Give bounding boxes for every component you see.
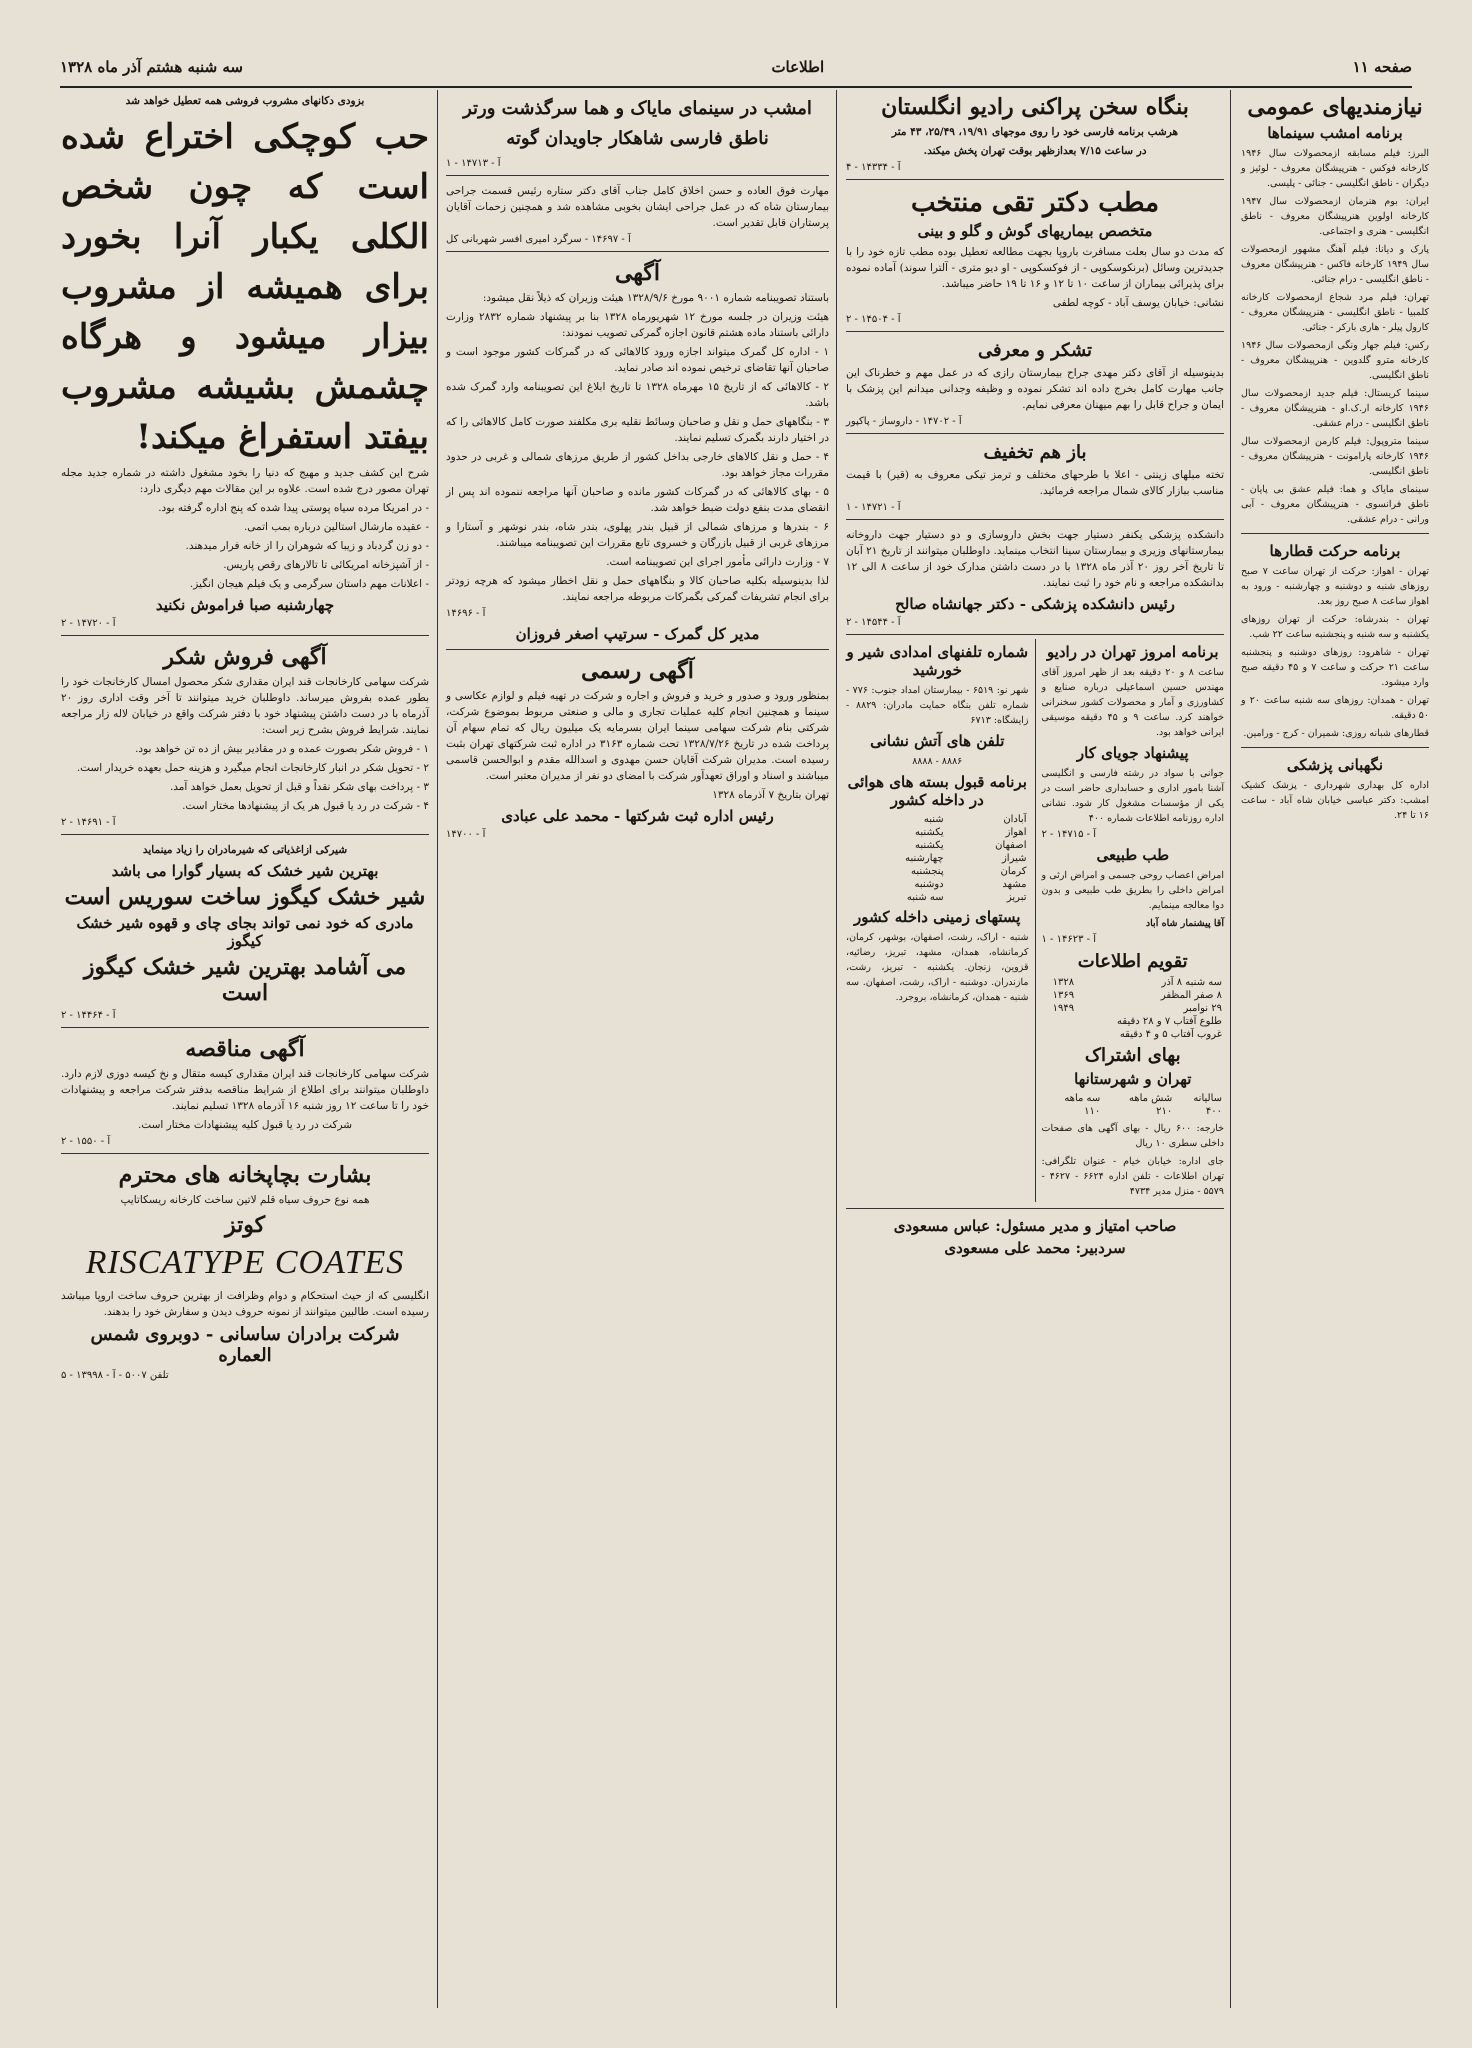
headline: حب کوچکی اختراع شده است که چون شخص الکلی یکبار آنرا بخورد برای همیشه از مشروب بیزار میشود و هرگاه چشمش بشیشه مشروب بیفتد استفراغ میکند! (61, 117, 429, 457)
train-item: تهران - اهواز: حرکت از تهران ساعت ۷ صبح روزهای شنبه و دوشنبه و چهارشنبه - ورود به اهواز ساعت ۸ صبح روز بعد. (1241, 566, 1429, 607)
sugar-text: شرکت سهامی کارخانجات قند ایران مقداری شکر محصول امسال کارخانجات خود را بطور عمده بفروش میرساند. داوطلبان خرید میتوانند تا آخر وقت اداری روز ۲۰ آذرماه با در دست داشتن پیشنهاد خود با دفتر شرکت واقع در خیابان لاله زار مراجعه نمایند. شرایط فروش بشرح زیر است: (61, 676, 429, 736)
ad-code: آ - ۱۴۷۲۱ - ۱ (846, 502, 901, 513)
table-cell: تبریز (1006, 892, 1027, 903)
land-mail-title: پستهای زمینی داخله کشور (854, 908, 1021, 926)
table-cell: سه ماهه (1064, 1093, 1101, 1104)
table-row (846, 852, 1029, 865)
table-cell: ۲۱۰ (1156, 1106, 1173, 1117)
notice-intro: باستناد تصویبنامه شماره ۹۰۰۱ مورخ ۱۳۲۸/۹/۶ هیئت وزیران که ذیلاً نقل میشود: (482, 292, 829, 304)
calendar-title: تقویم اطلاعات (1077, 951, 1188, 972)
table-cell: کرمان (1000, 866, 1027, 877)
ad-code: آ - ۱۴۶۹۶ (446, 608, 486, 619)
notice-item: ۳ - بنگاههای حمل و نقل و صاحبان وسائط نقلیه بری مکلفند صورت کامل کالاهائی را که در اختیار دارند بگمرک تسلیم نمایند. (446, 416, 829, 444)
cinema-item: تهران: فیلم مرد شجاع ازمحصولات کارخانه کلمبیا - ناطق انگلیسی - هنرپیشگان معروف - کارول پیلر - هاری بارکر - جنائی. (1241, 292, 1429, 333)
print-brand: کوتز (224, 1212, 266, 1238)
doctor-title: طب طبیعی (1096, 846, 1170, 864)
official-sign: رئیس اداره ثبت شرکتها - محمد علی عبادی (501, 807, 774, 825)
discount-title: باز هم تخفیف (983, 442, 1087, 463)
train-item: قطارهای شبانه روزی: شمیران - کرج - ورامین. (1243, 728, 1429, 739)
cinema-item: سینما کریستال: فیلم جدید ازمحصولات سال ۱۹۴۶ کارخانه ار.ک.او - هنرپیشگان معروف - ناطق انگلیسی - درام عشقی. (1241, 388, 1429, 429)
bbc-title: بنگاه سخن پراکنی رادیو انگلستان (881, 94, 1189, 120)
table-cell: دوشنبه (914, 879, 944, 890)
table-cell: مشهد (1002, 879, 1027, 890)
column-classifieds (1235, 90, 1435, 2008)
ad-code: تلفن ۵۰۰۷ - آ - ۱۳۹۹۸ - ۵ (61, 1370, 169, 1381)
milk-top: شیرکی ازاغذیاتی که شیرمادران را زیاد مینماید (142, 844, 348, 856)
story-item: - دو زن گردباد و زیبا که شوهران را از خانه فرار میدهند. (185, 540, 429, 552)
table-row (846, 891, 1029, 904)
ad-code: آ - ۱۴۷۰۲ - داروساز - پاکپور (846, 416, 962, 427)
table-row (846, 865, 1029, 878)
doctor-thanks-text: مهارت فوق العاده و حسن اخلاق کامل جناب آقای دکتر ستاره رئیس قسمت جراحی بیمارستان شاه که در عمل جراحی ایشان بخوبی مشاهده شد و همچنین زحمات آقایان پرستاران قابل تقدیر است. (446, 185, 829, 229)
tender-text: شرکت سهامی کارخانجات قند ایران مقداری کیسه متقال و نخ کیسه دوزی لازم دارد. داوطلبان میتوانند برای اطلاع از شرایط مناقصه بدفتر شرکت مراجعه و پیشنهادات خود را تا ساعت ۱۲ روز شنبه ۱۶ آذرماه ۱۳۲۸ تسلیم نمایند. (61, 1068, 429, 1112)
table-row (846, 839, 1029, 852)
thanks-text: بدینوسیله از آقای دکتر مهدی جراح بیمارستان رازی که در عمل مهم و خطرناک این جانب مهارت کامل بخرج داده اند تشکر نموده و وظیفه وجدانی میدانم این پزشک با ایمان و جراح قابل را بهم میهنان معرفی نمایم. (846, 367, 1224, 411)
clinic-title: مطب دکتر تقی منتخب (910, 188, 1160, 218)
table-cell: سه شنبه ۸ آذر (1161, 977, 1222, 988)
table-cell: ۱۳۶۹ (1052, 990, 1075, 1001)
print-title: بشارت بچاپخانه های محترم (118, 1162, 372, 1188)
table-cell: ۱۹۴۹ (1052, 1003, 1075, 1014)
notice-item: ۲ - کالاهائی که از تاریخ ۱۵ مهرماه ۱۳۲۸ تا تاریخ ابلاغ این تصویبنامه وارد گمرک شده باشد. (446, 381, 829, 409)
ad-code: آ - ۱۴۵۰۴ - ۲ (846, 314, 901, 325)
table-cell: اهواز (1005, 827, 1027, 838)
notice-item: ۴ - حمل و نقل کالاهای خارجی بداخل کشور از طریق مرزهای شمالی و غربی در حدود مقررات مجاز خواهد بود. (446, 451, 829, 479)
story-end: چهارشنبه صبا فراموش نکنید (155, 596, 335, 614)
fire-numbers: ۸۸۸۶ - ۸۸۸۸ (912, 756, 963, 767)
table-cell: یکشنبه (914, 827, 944, 838)
jobs-title: پیشنهاد جویای کار (1076, 744, 1189, 762)
paper-name: اطلاعات (771, 58, 825, 76)
clinic-address: نشانی: خیابان یوسف آباد - کوچه لطفی (1052, 297, 1224, 309)
ad-code: آ - ۱۴۷۱۳ - ۱ (446, 158, 501, 169)
table-row (1042, 976, 1225, 989)
column-features (55, 90, 435, 2008)
notice-item: ۵ - بهای کالاهائی که در گمرکات کشور مانده و صاحبان آنها مراجعه ننموده اند پس از انقضای مدت بنفع دولت ضبط خواهد شد. (446, 486, 829, 514)
medical-text: اداره کل بهداری شهرداری - پزشک کشیک امشب: دکتر عباسی خیابان شاه آباد - ساعت ۱۶ تا ۲۴. (1241, 780, 1429, 821)
cinema-item: البرز: فیلم مسابقه ازمحصولات سال ۱۹۴۶ کارخانه فوکس - هنرپیشگان معروف - لوئیز و دیگران - ناطق انگلیسی - جنائی - پلیسی. (1241, 148, 1429, 189)
cinema-item: پارک و دیانا: فیلم آهنگ مشهور ازمحصولات سال ۱۹۴۹ کارخانه فاکس - هنرپیشگان معروف - ناطق انگلیسی - درام جنائی. (1241, 244, 1429, 285)
school-sign: رئیس دانشکده پزشکی - دکتر جهانشاه صالح (895, 595, 1175, 613)
table-row (1042, 1028, 1225, 1041)
table-row (1042, 989, 1225, 1002)
ad-code: آ - ۱۴۷۰۰ (446, 829, 486, 840)
story-item: - در امریکا مرده سیاه پوستی پیدا شده که پنج اداره گرفته بود. (158, 502, 429, 514)
table-cell: اصفهان (995, 840, 1027, 851)
train-heading: برنامه حرکت قطارها (1269, 542, 1401, 560)
ad-code: آ - ۱۴۵۴۴ - ۲ (846, 617, 901, 628)
ad-code: آ - ۱۴۷۲۰ - ۲ (61, 618, 116, 629)
official-date: تهران بتاریخ ۷ آذرماه ۱۳۲۸ (712, 789, 829, 801)
sugar-item: ۲ - تحویل شکر در انبار کارخانجات انجام میگیرد و هزینه حمل بعهده خریدار است. (76, 762, 429, 774)
doctor-text: امراض اعصاب روحی جسمی و امراض ارثی و امراض داخلی را بطریق طب طبیعی و بدون دوا معالجه مینمایم. (1041, 870, 1224, 911)
page-number: صفحه ۱۱ (1352, 58, 1412, 76)
notice-item: ۷ - وزارت دارائی مأمور اجرای این تصویبنامه است. (606, 556, 829, 568)
table-row (846, 826, 1029, 839)
ad-code: آ - ۱۴۶۲۳ - ۱ (1041, 934, 1096, 945)
bbc-sub: هرشب برنامه فارسی خود را روی موجهای ۱۹/۹۱، ۲۵/۴۹، ۴۳ متر (891, 126, 1179, 138)
table-row (846, 878, 1029, 891)
sugar-item: ۱ - فروش شکر بصورت عمده و در مقادیر بیش از ده تن خواهد بود. (135, 743, 429, 755)
sub-column-rule (1035, 639, 1036, 1202)
editor-label: سردبیر: محمد علی مسعودی (944, 1239, 1126, 1257)
table-row (846, 813, 1029, 826)
subscription-sub: تهران و شهرستانها (1074, 1070, 1192, 1088)
table-cell: پنجشنبه (911, 866, 944, 877)
sugar-item: ۳ - پرداخت بهای شکر نقداً و قبل از تحویل بعمل خواهد آمد. (169, 781, 429, 793)
train-item: تهران - بندرشاه: حرکت از تهران روزهای یکشنبه و سه شنبه و پنجشنبه ساعت ۲۲ شب. (1241, 614, 1429, 640)
print-latin: RISCATYPE COATES (85, 1244, 405, 1281)
calendar-table (1042, 976, 1225, 1041)
story-item: - اعلانات مهم داستان سرگرمی و یک فیلم هیجان انگیز. (189, 578, 429, 590)
tender-end: شرکت در رد یا قبول کلیه پیشنهادات مختار است. (137, 1119, 353, 1131)
phones-text: شهر نو: ۶۵۱۹ - بیمارستان امداد جنوب: ۷۷۶ - شماره تلفن بنگاه حمایت مادران: ۸۸۲۹ - زایشگاه: ۶۷۱۳ (846, 685, 1029, 726)
notice-item: ۶ - بندرها و مرزهای شمالی از قبیل بندر پهلوی، بندر شاه، بندر نوشهر و آستارا و مرزهای غربی از قبیل بازرگان و خسروی تابع مقررات این تصویبنامه میباشند. (446, 521, 829, 549)
table-cell: شنبه (923, 814, 944, 825)
tender-title: آگهی مناقصه (185, 1036, 305, 1062)
table-cell: آبادان (1003, 814, 1027, 825)
story-text: شرح این کشف جدید و مهیج که دنیا را بخود مشغول داشته در شماره جدید مجله تهران مصور درج شده است. علاوه بر این مقالات مهم دیگری دارد: (61, 467, 429, 495)
table-cell (1042, 1015, 1077, 1028)
table-cell: طلوع آفتاب ۷ و ۲۸ دقیقه (1117, 1016, 1222, 1027)
table-cell (1042, 1028, 1077, 1041)
print-sub: همه نوع حروف سیاه قلم لاتین ساخت کارخانه ریسکاتایپ (120, 1194, 370, 1206)
milk-line: شیر خشک کیگوز ساخت سوریس است (64, 884, 426, 910)
medical-heading: نگهبانی پزشکی (1286, 756, 1384, 774)
jobs-text: جوانی با سواد در رشته فارسی و انگلیسی آشنا بامور اداری و حسابداری حاضر است در یکی از مؤسسات مشغول کار شود. نشانی اداره روزنامه اطلاعات شماره ۴۰۰ (1041, 768, 1224, 824)
table-cell: شیراز (1001, 853, 1027, 864)
notice-item: ۱ - اداره کل گمرک میتواند اجازه ورود کالاهائی که در گمرکات کشور موجود است و صاحبان آنها تقاضای ترخیص نموده اند صادر نماید. (446, 346, 829, 374)
ad-code: آ - ۱۴۳۳۴ - ۴ (846, 162, 901, 173)
cinema-title: امشب در سینمای مایاک و هما سرگذشت ورتر ناطق فارسی شاهکار جاویدان گوته (463, 98, 812, 149)
subscription-note: خارجه: ۶۰۰ ریال - بهای آگهی های صفحات داخلی سطری ۱۰ ریال (1041, 1123, 1224, 1149)
subscription-table (1042, 1092, 1225, 1118)
sugar-title: آگهی فروش شکر (163, 644, 327, 670)
cinema-item: رکس: فیلم جهار ونگی ازمحصولات سال ۱۹۴۶ کارخانه مترو گلدوین - هنرپیشگان معروف - ناطق انگلیسی. (1241, 340, 1429, 381)
ad-code: آ - ۱۵۵۰ - ۲ (61, 1136, 111, 1147)
train-item: تهران - شاهرود: روزهای دوشنبه و پنجشنبه ساعت ۲۱ حرکت و ساعت ۷ و ۴۵ دقیقه صبح وارد میشود. (1241, 647, 1429, 688)
cinema-item: سینما متروپول: فیلم کارمن ازمحصولات سال ۱۹۴۶ کارخانه پارامونت - هنرپیشگان معروف - ناطق انگلیسی. (1241, 436, 1429, 477)
column-ads (840, 90, 1230, 2008)
fire-title: تلفن های آتش نشانی (870, 732, 1005, 750)
milk-line: بهترین شیر خشک که بسیار گوارا می باشد (111, 862, 379, 880)
table-cell: غروب آفتاب ۵ و ۴ دقیقه (1119, 1029, 1222, 1040)
notice-title: آگهی (614, 260, 661, 286)
milk-line: مادری که خود نمی تواند بجای چای و قهوه شیر خشک کیگوز (76, 914, 414, 950)
masthead (60, 54, 1412, 88)
print-text: انگلیسی که از حیث استحکام و دوام وظرافت از بهترین حروف ساخت اروپا میباشد رسیده است. طالبین میتوانند از نمونه حروف دیدن و سفارش خود را بدهند. (61, 1290, 429, 1318)
ad-code: آ - ۱۴۴۶۴ - ۲ (61, 1010, 116, 1021)
table-cell: ۱۳۲۸ (1052, 977, 1075, 988)
official-title: آگهی رسمی (581, 658, 694, 684)
column-rule (437, 90, 438, 2008)
mail-table (846, 813, 1029, 904)
office-text: جای اداره: خیابان خیام - عنوان تلگرافی: تهران اطلاعات - تلفن اداره ۶۶۲۴ - ۴۶۲۷ - ۵۵۷۹ - منزل مدیر ۴۷۳۴ (1041, 1156, 1225, 1197)
top-line: بزودی دکانهای مشروب فروشی همه تعطیل خواهد شد (125, 95, 365, 107)
column-notices (440, 90, 835, 2008)
bbc-time: در ساعت ۷/۱۵ بعدازظهر بوقت تهران پخش میکند. (923, 145, 1147, 157)
thanks-title: تشکر و معرفی (977, 340, 1093, 361)
sugar-item: ۴ - شرکت در رد یا قبول هر یک از پیشنهادها مختار است. (182, 800, 429, 812)
cinema-item: سینمای مایاک و هما: فیلم عشق بی پایان - ناطق فرانسوی - هنرپیشگان معروف - آبی ورانی - درام عشقی. (1241, 484, 1429, 525)
radio-text: ساعت ۸ و ۲۰ دقیقه بعد از ظهر امروز آقای مهندس حسین اسماعیلی درباره صنایع و کشاورزی و آمار و محصولات کشور سخنرانی خواهند کرد. ساعت ۹ و ۴۵ دقیقه موسیقی ایرانی خواهد بود. (1041, 667, 1224, 738)
phones-title: شماره تلفنهای امدادی شیر و خورشید (846, 643, 1029, 679)
notice-sign: مدیر کل گمرک - سرتیپ اصغر فروزان (515, 625, 760, 643)
ad-code: آ - ۱۴۷۱۵ - ۲ (1041, 829, 1096, 840)
column-rule (836, 90, 837, 2008)
cinema-heading: برنامه امشب سینماها (1267, 124, 1403, 142)
table-row (1042, 1002, 1225, 1015)
train-item: تهران - همدان: روزهای سه شنبه ساعت ۲۰ و ۵۰ دقیقه. (1241, 695, 1429, 721)
table-cell: چهارشنبه (905, 853, 944, 864)
table-row (1042, 1092, 1225, 1105)
table-cell: شش ماهه (1128, 1093, 1173, 1104)
milk-line: می آشامد بهترین شیر خشک کیگوز است (83, 954, 407, 1006)
clinic-text: که مدت دو سال بعلت مسافرت باروپا بجهت مطالعه تعطیل بوده مطب تازه خود را با جدیدترین وسائل (برنکوسکوپی - از فوکسکوپی - او دیو متری - آلترا سوند) آماده نموده برای پذیرائی بیماران از ساعت ۱۰ تا ۱۲ و ۱۶ تا ۱۹ حاضر میباشد. (846, 246, 1224, 290)
table-cell: ۱۱۰ (1084, 1106, 1101, 1117)
notice-end: لذا بدینوسیله بکلیه صاحبان کالا و بنگاههای حمل و نقل اخطار میشود که هرچه زودتر برای انجام تشریفات گمرکی بگمرکات مربوطه مراجعه نمایند. (446, 575, 829, 603)
official-text: بمنظور ورود و صدور و خرید و فروش و اجاره و شرکت در تهیه فیلم و لوازم عکاسی و سینما و همچنین انجام کلیه عملیات تجاری و مالی و صنعتی مربوط بموضوع شرکت، شرکتی بنام شرکت سهامی سینما ایران بسرمایه یک میلیون ریال که تمام سهام آن پرداخت شده در تاریخ ۱۳۲۸/۷/۲۶ تحت شماره ۳۱۶۳ در اداره ثبت شرکتهای تهران بثبت رسیده است. مدیران شرکت آقایان حسن مهدوی و اسدالله مقدم و ابوالحسن قاسمی میباشند و اسناد و اوراق تعهدآور شرکت با امضای دو نفر از مدیران معتبر است. (446, 690, 829, 782)
subscription-title: بهای اشتراک (1084, 1045, 1181, 1066)
mail-title: برنامه قبول بسته های هوائی در داخله کشور (847, 773, 1027, 809)
section-title: نیازمندیهای عمومی (1247, 94, 1423, 120)
story-item: - از آشپزخانه امریکائی تا تالارهای رقص پاریس. (223, 559, 429, 571)
ad-code: آ - ۱۴۶۹۷ - سرگرد امیری افسر شهربانی کل (446, 234, 631, 245)
clinic-sub: متخصص بیماریهای گوش و گلو و بینی (917, 222, 1153, 240)
table-cell: سه شنبه (906, 892, 944, 903)
owner-label: صاحب امتیاز و مدیر مسئول: عباس مسعودی (893, 1217, 1177, 1235)
table-row (1042, 1015, 1225, 1028)
column-rule (1230, 90, 1231, 2008)
table-cell: یکشنبه (914, 840, 944, 851)
notice-item: هیئت وزیران در جلسه مورخ ۱۲ شهریورماه ۱۳۲۸ بنا بر پیشنهاد شماره ۲۸۳۲ وزارت دارائی باستناد ماده هشتم قانون اجازه گمرکی تصویب نمودند: (446, 311, 829, 339)
cinema-item: ایران: بوم هنرمان ازمحصولات سال ۱۹۴۷ کارخانه اولوین هنرپیشگان معروف - ناطق انگلیسی - هنری و اجتماعی. (1241, 196, 1429, 237)
table-cell: سالیانه (1193, 1093, 1222, 1104)
land-mail-text: شنبه - اراک، رشت، اصفهان، بوشهر، کرمان، کرمانشاه، همدان، مشهد، تبریز، رضائیه، قزوین، زنجان. یکشنبه - تبریز، رشت، مازندران. دوشنبه - اراک، رشت، اصفهان. سه شنبه - همدان، کرمانشاه، بروجرد. (846, 932, 1029, 1003)
radio-title: برنامه امروز تهران در رادیو (1046, 643, 1219, 661)
ad-code: آ - ۱۴۶۹۱ - ۲ (61, 817, 116, 828)
discount-text: تخته مبلهای زینتی - اعلا با طرحهای مختلف و ترمز تیکی معروف به (قیر) با قیمت مناسب ببازار کالای شمال مراجعه فرمائید. (846, 469, 1224, 497)
story-item: - عقیده مارشال استالین درباره بمب اتمی. (243, 521, 429, 533)
print-company: شرکت برادران ساسانی - دوبروی شمس العماره (90, 1324, 400, 1366)
table-cell: ۲۹ نوامبر (1183, 1003, 1222, 1014)
school-text: دانشکده پزشکی یکنفر دستیار جهت بخش داروسازی و دو دستیار جهت داروخانه بیمارستانهای وزیری و بیمارستان سینا انتخاب مینماید. داوطلبان میتوانند از تاریخ ۲۱ آبان تا تاریخ آخر روز ۲۰ آذر ماه ۱۳۲۸ با در دست داشتن مدارک خود از ساعت ۸ الی ۱۲ بدانشکده مراجعه و نام خود را ثبت نمایند. (846, 529, 1225, 589)
table-row (1042, 1105, 1225, 1118)
table-cell: ۴۰۰ (1205, 1106, 1222, 1117)
table-cell: ۸ صفر المظفر (1160, 990, 1222, 1001)
issue-date: سه شنبه هشتم آذر ماه ۱۳۲۸ (60, 58, 243, 76)
doctor-sign: آقا پیشنمار شاه آباد (1145, 918, 1224, 929)
